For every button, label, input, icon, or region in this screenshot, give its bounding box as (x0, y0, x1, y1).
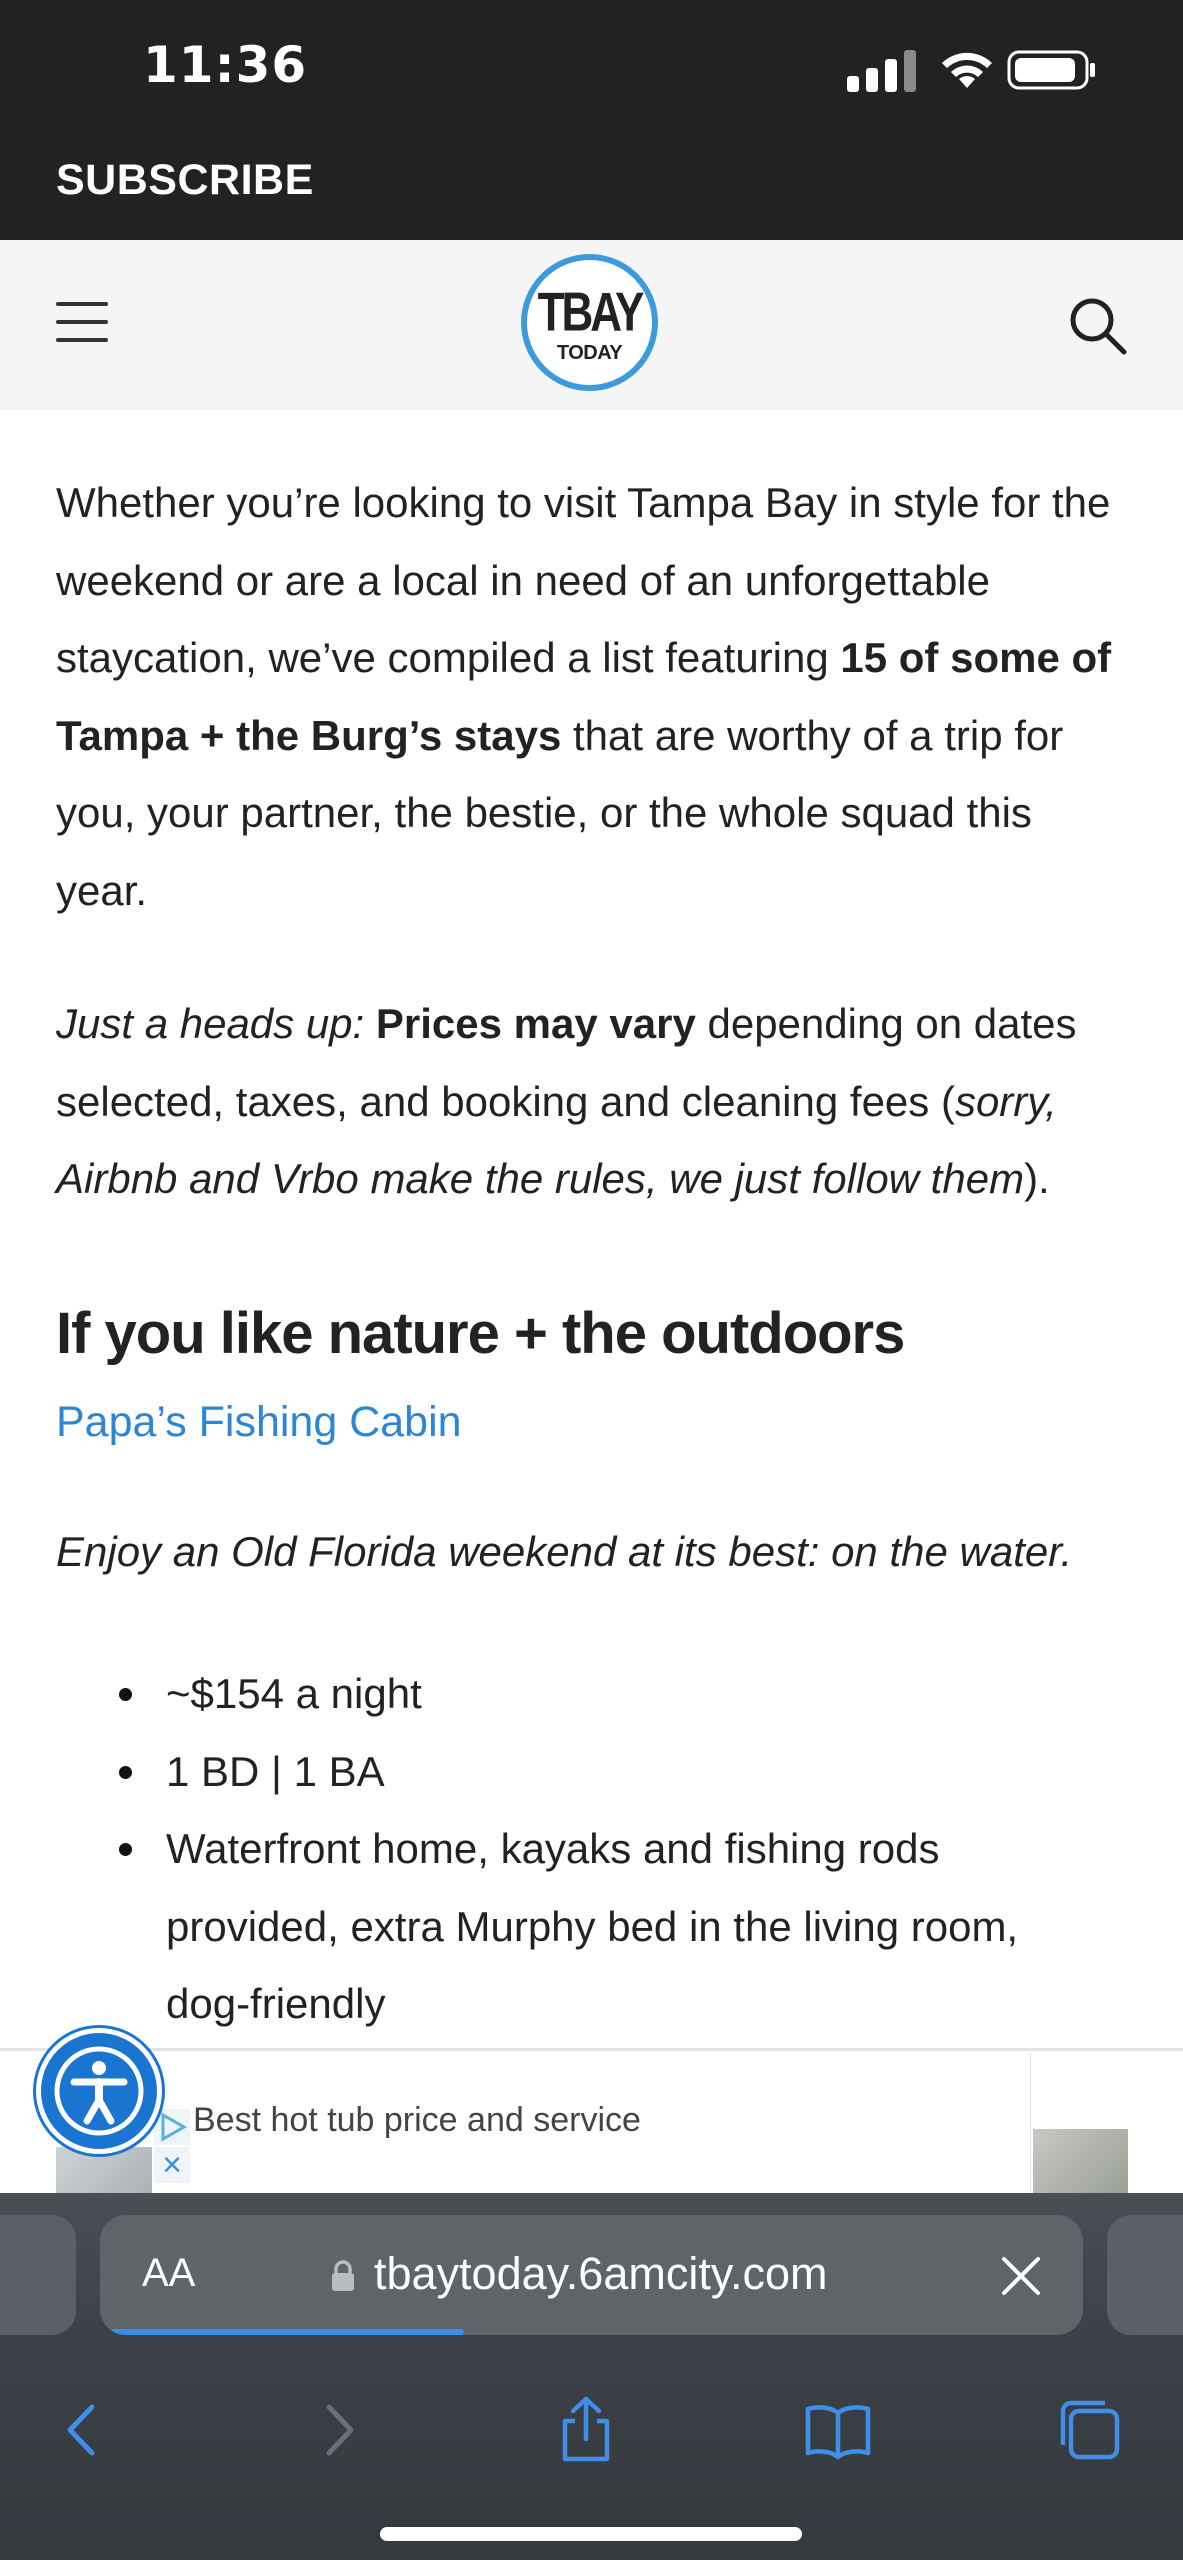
list-item: ~$154 a night (56, 1655, 1116, 1733)
intro-paragraph (56, 464, 1131, 929)
status-icons (847, 48, 1097, 92)
accessibility-button[interactable] (36, 2028, 162, 2154)
ad-image (1033, 2129, 1128, 2194)
logo-wordmark: TBAY (537, 281, 642, 343)
note-close: ). (1024, 1155, 1050, 1202)
lock-icon (330, 2259, 356, 2293)
note-aside: sorry, Airbnb and Vrbo make the rules, we just follow them (56, 1077, 1057, 1202)
adchoices-icon[interactable] (154, 2109, 190, 2145)
forward-icon[interactable] (303, 2395, 373, 2465)
pricing-note (56, 985, 1131, 1218)
status-time: 11:36 (143, 36, 308, 94)
ad-text[interactable]: Best hot tub price and service (193, 2101, 641, 2139)
status-bar (0, 0, 1183, 130)
cellular-signal-icon (847, 48, 919, 92)
browser-nav-row (0, 2373, 1183, 2493)
listing-details (56, 1655, 1116, 2043)
intro-highlight: 15 of some of Tampa + the Burg’s stays (56, 634, 1112, 759)
subscribe-bar (0, 130, 1183, 240)
next-tab-peek[interactable] (1107, 2215, 1183, 2335)
listing-tagline: Enjoy an Old Florida weekend at its best: on the water. (56, 1528, 1073, 1575)
ad-banner[interactable] (0, 2048, 1183, 2193)
wifi-icon (939, 48, 995, 90)
note-lead: Just a heads up: (56, 1000, 376, 1047)
ad-thumbnail (56, 2147, 152, 2197)
note-highlight: Prices may vary (375, 1000, 696, 1047)
page-load-progress (110, 2329, 464, 2335)
battery-icon (1007, 48, 1097, 92)
site-logo[interactable] (521, 254, 658, 391)
hamburger-menu-icon[interactable] (56, 302, 108, 342)
text-size-label: AA (142, 2251, 196, 2295)
previous-tab-peek[interactable] (0, 2215, 76, 2335)
listing-link[interactable]: Papa’s Fishing Cabin (56, 1398, 462, 1446)
logo-subtitle: TODAY (556, 342, 623, 364)
subscribe-link[interactable]: SUBSCRIBE (56, 156, 314, 204)
note-text: depending on dates selected, taxes, and booking and cleaning fees ( (56, 1000, 1077, 1125)
url-text[interactable]: tbaytoday.6amcity.com (374, 2248, 828, 2299)
back-icon[interactable] (48, 2395, 118, 2465)
ad-divider (1030, 2051, 1031, 2196)
ad-close-icon[interactable]: × (154, 2147, 190, 2183)
close-icon[interactable] (1000, 2255, 1042, 2297)
search-icon[interactable] (1066, 294, 1130, 358)
site-header (0, 240, 1183, 410)
home-indicator[interactable] (380, 2527, 802, 2541)
share-icon[interactable] (551, 2395, 621, 2465)
list-item: 1 BD | 1 BA (56, 1733, 1116, 1811)
intro-text-end: that are worthy of a trip for you, your partner, the bestie, or the whole squad this year. (56, 711, 1064, 914)
intro-text: Whether you’re looking to visit Tampa Bay in style for the weekend or are a local in need of an unforgettable staycation, we’ve compiled a list featuring (56, 479, 1111, 681)
address-bar[interactable] (100, 2215, 1083, 2335)
section-heading: If you like nature + the outdoors (56, 1301, 905, 1366)
accessibility-icon (41, 2033, 157, 2149)
list-item: Waterfront home, kayaks and fishing rods provided, extra Murphy bed in the living room, dog-friendly (56, 1810, 1056, 2043)
text-size-button[interactable] (142, 2251, 195, 2296)
tabs-icon[interactable] (1055, 2395, 1125, 2465)
browser-toolbar (0, 2193, 1183, 2560)
bookmarks-icon[interactable] (803, 2395, 873, 2465)
